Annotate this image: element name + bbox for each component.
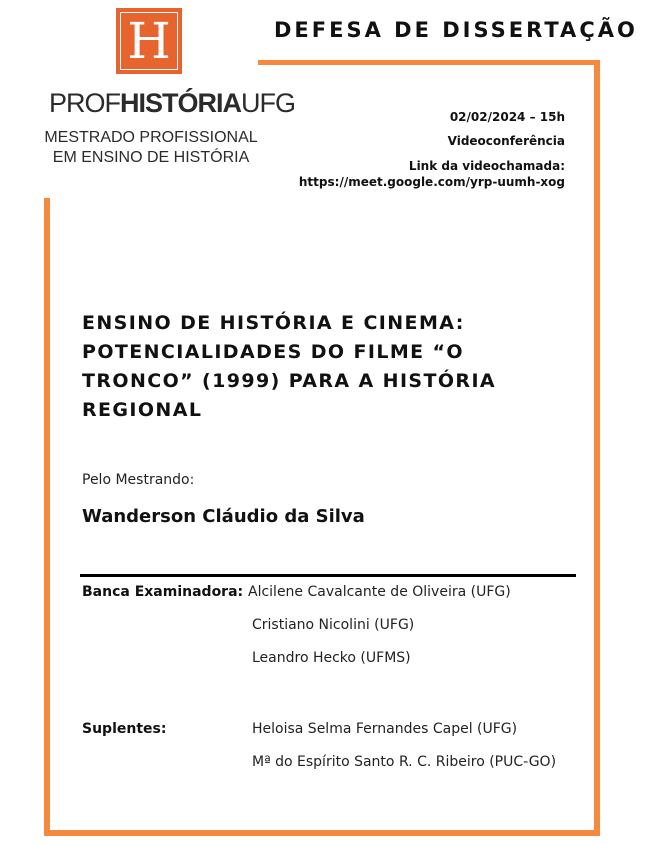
alternate-member: Heloisa Selma Fernandes Capel (UFG) bbox=[252, 721, 518, 737]
brand-wordmark bbox=[49, 88, 296, 118]
video-call-link[interactable]: https://meet.google.com/yrp-uumh-xog bbox=[298, 175, 565, 189]
candidate-name: Wanderson Cláudio da Silva bbox=[82, 506, 365, 527]
brand-prof: PROF bbox=[49, 88, 121, 118]
section-divider bbox=[80, 574, 576, 577]
brand-ufg: UFG bbox=[241, 88, 296, 118]
committee-member: Alcilene Cavalcante de Oliveira (UFG) bbox=[248, 584, 511, 600]
page-title: DEFESA DE DISSERTAÇÃO bbox=[274, 18, 638, 42]
committee-member: Leandro Hecko (UFMS) bbox=[252, 650, 411, 666]
brand-subtitle-line2: EM ENSINO DE HISTÓRIA bbox=[52, 149, 250, 166]
brand-subtitle-line1: MESTRADO PROFISSIONAL bbox=[44, 129, 258, 146]
alternate-member: Mª do Espírito Santo R. C. Ribeiro (PUC-GO) bbox=[252, 754, 557, 770]
dissertation-title: ENSINO DE HISTÓRIA E CINEMA: POTENCIALIDADES DO FILME “O TRONCO” (1999) PARA A HISTÓRIA REGIONAL bbox=[82, 312, 497, 421]
candidate-label: Pelo Mestrando: bbox=[82, 472, 195, 488]
brand-historia: HISTÓRIA bbox=[120, 88, 242, 118]
committee-label: Banca Examinadora: bbox=[82, 584, 244, 600]
event-mode: Videoconferência bbox=[447, 134, 565, 148]
video-call-label: Link da videochamada: bbox=[408, 159, 565, 173]
event-date-time: 02/02/2024 – 15h bbox=[449, 110, 565, 124]
profhistoria-logo-icon bbox=[116, 8, 182, 74]
frame-left-border bbox=[44, 198, 50, 836]
logo-letter: H bbox=[127, 12, 171, 70]
frame-top-border bbox=[258, 60, 600, 65]
frame-right-border bbox=[594, 60, 600, 836]
logo-inner-border bbox=[120, 12, 178, 70]
committee-member: Cristiano Nicolini (UFG) bbox=[252, 617, 415, 633]
alternates-label: Suplentes: bbox=[82, 721, 167, 737]
frame-bottom-border bbox=[44, 830, 600, 836]
